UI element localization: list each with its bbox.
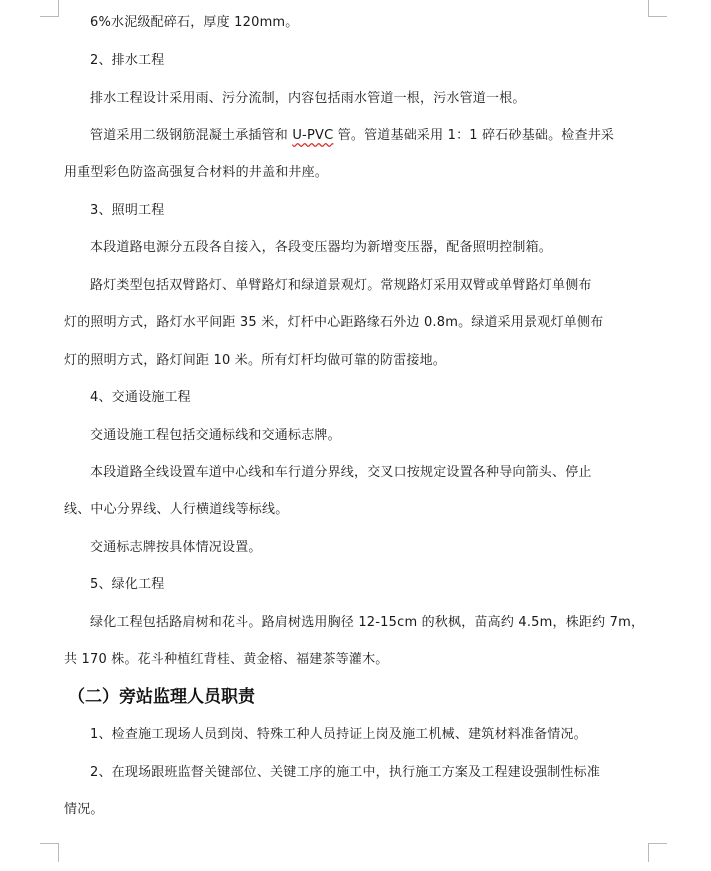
heading-lighting: 3、照明工程 xyxy=(90,203,165,218)
crop-mark-top-left xyxy=(40,0,59,17)
crop-mark-top-right xyxy=(648,0,667,17)
paragraph-gravel-thickness: 6%水泥级配碎石，厚度 120mm。 xyxy=(90,15,299,30)
paragraph-traffic-scope: 交通设施工程包括交通标线和交通标志牌。 xyxy=(90,428,341,443)
paragraph-duty-1: 1、检查施工现场人员到岗、特殊工种人员持证上岗及施工机械、建筑材料准备情况。 xyxy=(90,727,587,742)
heading-drainage: 2、排水工程 xyxy=(90,53,165,68)
crop-mark-bottom-left xyxy=(40,843,59,862)
upvc-term: U-PVC xyxy=(292,128,334,143)
paragraph-power-supply: 本段道路电源分五段各自接入，各段变压器均为新增变压器，配备照明控制箱。 xyxy=(90,240,553,255)
paragraph-road-markings-line1: 本段道路全线设置车道中心线和车行道分界线，交叉口按规定设置各种导向箭头、停止 xyxy=(90,465,592,480)
paragraph-pipe-material-line2: 用重型彩色防盗高强复合材料的井盖和井座。 xyxy=(64,165,329,180)
pipe-text-pre: 管道采用二级钢筋混凝土承插管和 xyxy=(90,128,293,143)
heading-greening: 5、绿化工程 xyxy=(90,577,165,592)
paragraph-lamp-types-line3: 灯的照明方式，路灯间距 10 米。所有灯杆均做可靠的防雷接地。 xyxy=(64,353,447,368)
heading-traffic-facilities: 4、交通设施工程 xyxy=(90,390,191,405)
paragraph-duty-2-line2: 情况。 xyxy=(64,802,104,817)
paragraph-lamp-types-line1: 路灯类型包括双臂路灯、单臂路灯和绿道景观灯。常规路灯采用双臂或单臂路灯单侧布 xyxy=(90,278,592,293)
paragraph-traffic-signs: 交通标志牌按具体情况设置。 xyxy=(90,540,262,555)
section-heading-supervisor-duties: （二）旁站监理人员职责 xyxy=(68,687,255,707)
paragraph-greening-line1: 绿化工程包括路肩树和花斗。路肩树选用胸径 12-15cm 的秋枫，苗高约 4.5m，株距约 7m， xyxy=(90,615,645,630)
paragraph-pipe-material-line1 xyxy=(90,127,646,145)
paragraph-duty-2-line1: 2、在现场跟班监督关键部位、关键工序的施工中，执行施工方案及工程建设强制性标准 xyxy=(90,765,601,780)
paragraph-drainage-design: 排水工程设计采用雨、污分流制，内容包括雨水管道一根，污水管道一根。 xyxy=(90,91,526,106)
paragraph-lamp-types-line2: 灯的照明方式，路灯水平间距 35 米，灯杆中心距路缘石外边 0.8m。绿道采用景观灯单侧布 xyxy=(64,315,604,330)
paragraph-road-markings-line2: 线、中心分界线、人行横道线等标线。 xyxy=(64,502,289,517)
crop-mark-bottom-right xyxy=(648,843,667,862)
pipe-text-post: 管。管道基础采用 1：1 碎石砂基础。检查井采 xyxy=(333,128,615,143)
paragraph-greening-line2: 共 170 株。花斗种植红背桂、黄金榕、福建茶等灌木。 xyxy=(64,652,389,667)
